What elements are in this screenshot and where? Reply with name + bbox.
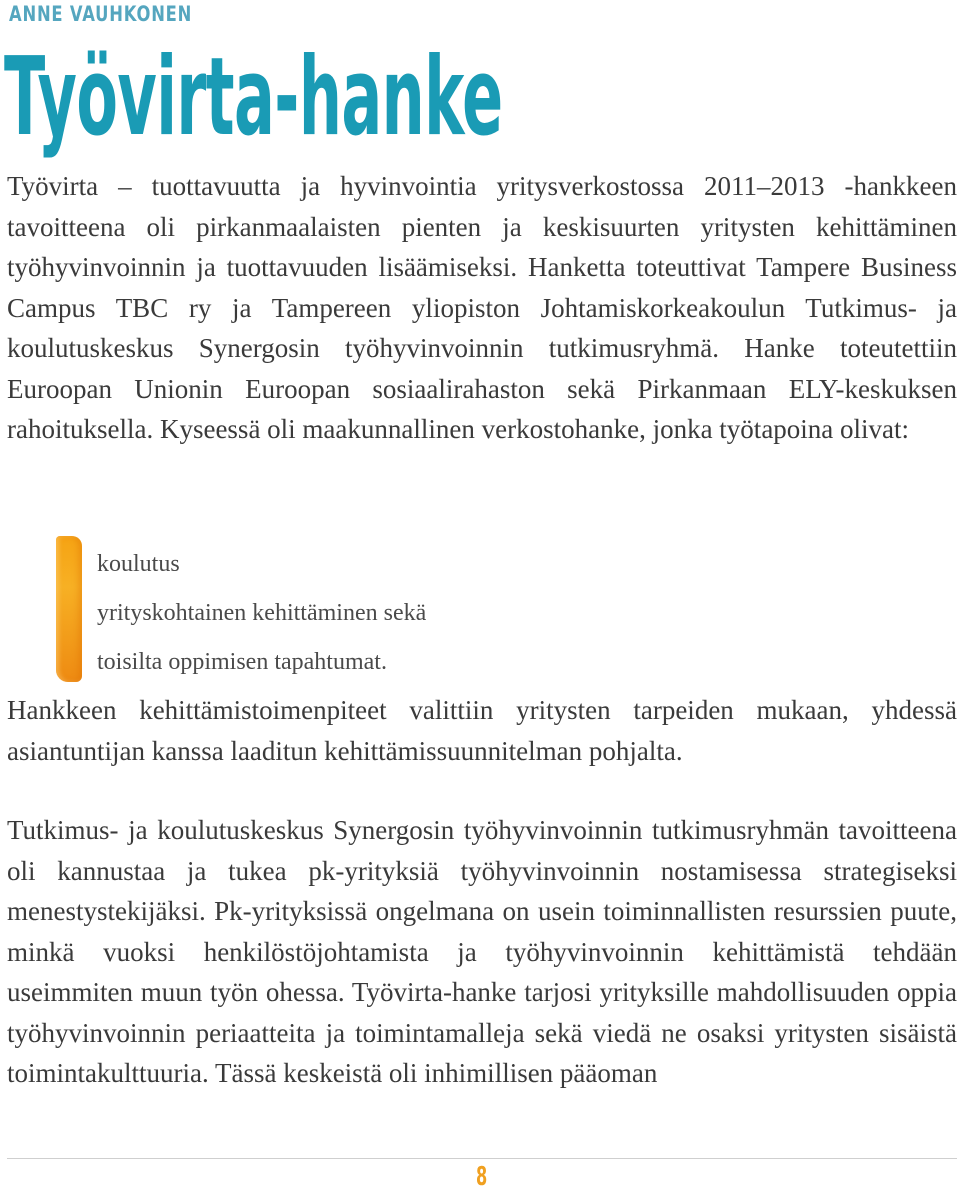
list-accent-bar — [56, 536, 82, 682]
intro-paragraph: Työvirta – tuottavuutta ja hyvinvointia yritysverkostossa 2011–2013 -hankkeen tavoitteena oli pirkanmaalaisten pienten ja keskisuurten yritysten kehittäminen työhyvinvoinnin ja tuottavuuden lisäämiseksi. Hanketta toteuttivat Tampere Business Campus TBC ry ja Tampereen yliopiston Johtamiskorkeakoulun Tutkimus- ja koulutuskeskus Synergosin työhyvinvoinnin tutkimusryhmä. Hanke toteutettiin Euroopan Unionin Euroopan sosiaalirahaston sekä Pirkanmaan ELY-keskuksen rahoituksella. Kyseessä oli maakunnallinen verkostohanke, jonka työtapoina olivat: — [7, 171, 957, 444]
research-group-paragraph: Tutkimus- ja koulutuskeskus Synergosin työhyvinvoinnin tutkimusryhmän tavoitteena oli kannustaa ja tukea pk-yrityksiä työhyvinvoinnin nostamisessa strategiseksi menestystekijäksi. Pk-yrityksissä ongelmana on usein toiminnallisten resurssien puute, minkä vuoksi henkilöstöjohtamista ja työhyvinvoinnin kehittämistä tehdään useimmiten muun työn ohessa. Työvirta-hanke tarjosi yrityksille mahdollisuuden oppia työhyvinvoinnin periaatteita ja toimintamalleja sekä viedä ne osaksi yritysten sisäistä toimintakulttuuria. Tässä keskeistä oli inhimillisen pääoman — [7, 815, 957, 1088]
author-name: ANNE VAUHKONEN — [9, 2, 193, 26]
footer-divider — [7, 1158, 957, 1159]
work-methods-list — [97, 540, 426, 687]
page-number: 8 — [476, 1162, 488, 1192]
page-title: Työvirta-hanke — [4, 35, 503, 160]
development-paragraph: Hankkeen kehittämistoimenpiteet valittiin yritysten tarpeiden mukaan, yhdessä asiantuntijan kanssa laaditun kehittämissuunnitelman pohjalta. — [7, 695, 957, 766]
list-item: koulutus — [97, 551, 180, 577]
list-item: yrityskohtainen kehittäminen sekä — [97, 600, 427, 626]
list-item: toisilta oppimisen tapahtumat. — [97, 649, 387, 675]
